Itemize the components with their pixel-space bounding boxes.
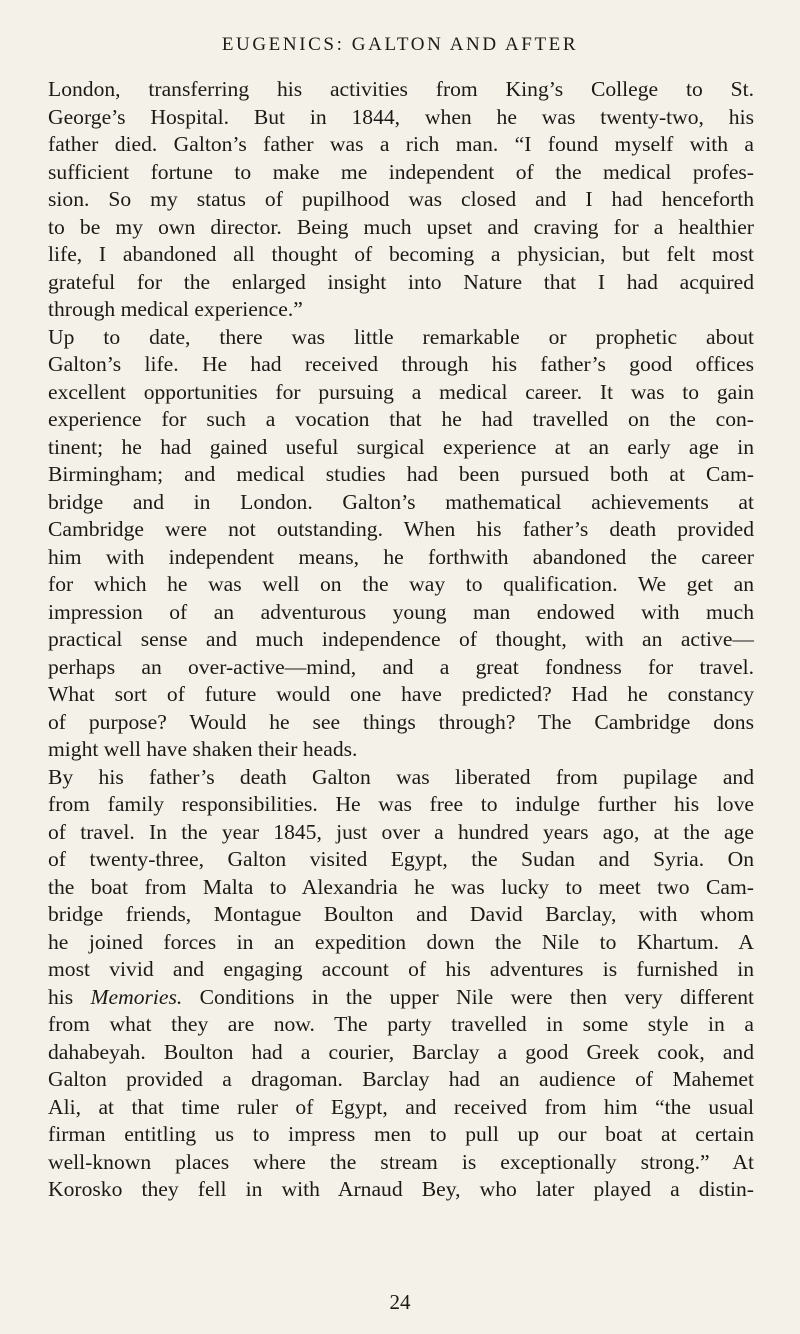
text-line: George’s Hospital. But in 1844, when he was twenty-two, his xyxy=(48,104,754,129)
text-line: life, I abandoned all thought of becoming a physician, but felt most xyxy=(48,242,754,266)
text-line: impression of an adventurous young man endowed with much xyxy=(48,599,754,624)
text-line-memories xyxy=(48,984,754,1012)
text-line: well-known places where the stream is exceptionally strong.” At xyxy=(48,1149,754,1174)
memories-after: Conditions in the upper Nile were then very different xyxy=(182,984,754,1009)
text-line: to be my own director. Being much upset and craving for a healthier xyxy=(48,214,754,239)
text-line: Galton’s life. He had received through his father’s good offices xyxy=(48,352,754,376)
text-line: Ali, at that time ruler of Egypt, and received from him “the usual xyxy=(48,1094,754,1119)
text-line: from what they are now. The party travelled in some style in a xyxy=(48,1012,754,1036)
text-line: Cambridge were not outstanding. When his father’s death provided xyxy=(48,517,754,541)
text-line: By his father’s death Galton was liberated from pupilage and xyxy=(48,764,754,789)
text-line: father died. Galton’s father was a rich man. “I found myself with a xyxy=(48,132,754,156)
running-head: EUGENICS: GALTON AND AFTER xyxy=(221,34,579,55)
text-line: sion. So my status of pupilhood was closed and I had henceforth xyxy=(48,187,754,211)
text-line: through medical experience.” xyxy=(48,297,303,321)
text-line: practical sense and much independence of thought, with an active— xyxy=(48,627,754,651)
text-line: him with independent means, he forthwith abandoned the career xyxy=(48,544,754,569)
text-line: might well have shaken their heads. xyxy=(48,737,358,761)
text-line: perhaps an over-active—mind, and a great fondness for travel. xyxy=(48,654,754,679)
page-number: 24 xyxy=(389,1290,411,1314)
text-line: from family responsibilities. He was free to indulge further his love xyxy=(48,792,754,816)
text-line: sufficient fortune to make me independent of the medical profes- xyxy=(48,159,754,184)
text-line: Up to date, there was little remarkable or prophetic about xyxy=(48,324,754,349)
text-line: of purpose? Would he see things through? The Cambridge dons xyxy=(48,709,754,734)
text-line: dahabeyah. Boulton had a courier, Barclay a good Greek cook, and xyxy=(48,1039,754,1064)
text-line: What sort of future would one have predicted? Had he constancy xyxy=(48,682,754,706)
text-line: the boat from Malta to Alexandria he was lucky to meet two Cam- xyxy=(48,874,754,899)
text-line: of travel. In the year 1845, just over a hundred years ago, at the age xyxy=(48,819,754,844)
memories-title: Memories. xyxy=(90,984,183,1009)
text-line: most vivid and engaging account of his adventures is furnished in xyxy=(48,957,754,981)
text-line: bridge friends, Montague Boulton and David Barclay, with whom xyxy=(48,902,754,926)
text-line: grateful for the enlarged insight into Nature that I had acquired xyxy=(48,269,754,294)
text-line: London, transferring his activities from King’s College to St. xyxy=(48,77,754,101)
text-line: Birmingham; and medical studies had been pursued both at Cam- xyxy=(48,462,754,486)
text-line: firman entitling us to impress men to pull up our boat at certain xyxy=(48,1122,754,1146)
text-line: experience for such a vocation that he had travelled on the con- xyxy=(48,407,754,431)
text-line: excellent opportunities for pursuing a medical career. It was to gain xyxy=(48,379,754,404)
body-text xyxy=(48,76,754,1204)
text-line: Korosko they fell in with Arnaud Bey, who later played a distin- xyxy=(48,1177,754,1201)
text-line: for which he was well on the way to qualification. We get an xyxy=(48,572,754,596)
text-line: bridge and in London. Galton’s mathematical achievements at xyxy=(48,489,754,514)
text-line: Galton provided a dragoman. Barclay had an audience of Mahemet xyxy=(48,1067,754,1091)
memories-before: his xyxy=(48,984,91,1009)
text-line: tinent; he had gained useful surgical experience at an early age in xyxy=(48,434,754,459)
text-line: he joined forces in an expedition down the Nile to Khartum. A xyxy=(48,929,754,954)
text-line: of twenty-three, Galton visited Egypt, the Sudan and Syria. On xyxy=(48,847,754,871)
